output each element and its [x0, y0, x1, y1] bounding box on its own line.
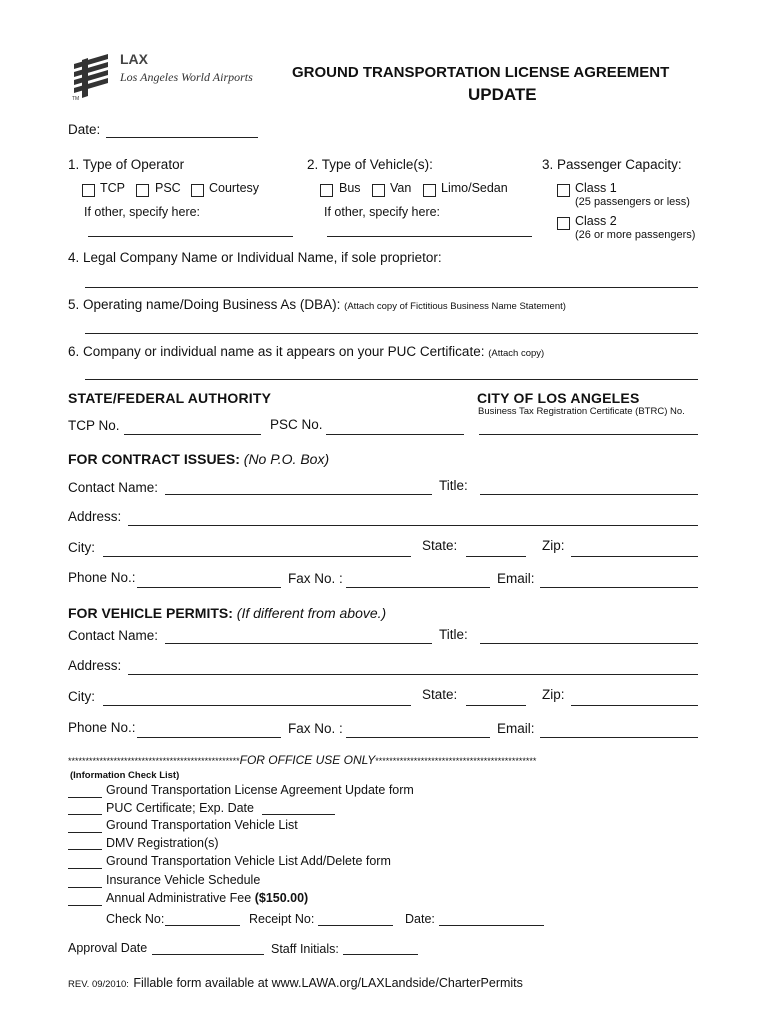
class1-label: Class 1: [575, 181, 617, 195]
permits-fax-label: Fax No. :: [288, 721, 343, 736]
q5-note: (Attach copy of Fictitious Business Name Statement): [344, 301, 566, 312]
checklist-blank[interactable]: [68, 832, 102, 833]
class2-label: Class 2: [575, 214, 617, 228]
checklist-blank[interactable]: [68, 849, 102, 850]
checklist-item: DMV Registration(s): [106, 836, 219, 850]
permits-phone-label: Phone No.:: [68, 720, 136, 735]
logo-brand: LAX: [120, 51, 148, 67]
lax-logo: [70, 48, 260, 108]
operator-other-label: If other, specify here:: [84, 205, 201, 219]
footer-text: Fillable form available at www.LAWA.org/LAXLandside/CharterPermits: [133, 976, 523, 990]
puc-name-field[interactable]: [85, 379, 698, 380]
footer: [68, 974, 523, 992]
office-stars-left: *************************************************: [68, 756, 240, 766]
contract-contact-field[interactable]: [165, 494, 432, 495]
permits-contact-label: Contact Name:: [68, 628, 159, 643]
check-no-field[interactable]: [165, 925, 240, 926]
contract-city-label: City:: [68, 540, 95, 555]
contract-title-field[interactable]: [480, 494, 698, 495]
puc-exp-date-field[interactable]: [262, 814, 335, 815]
city-la-heading: CITY OF LOS ANGELES: [477, 390, 640, 406]
office-use-banner: [68, 753, 700, 767]
permits-heading: [68, 605, 386, 621]
state-federal-heading: STATE/FEDERAL AUTHORITY: [68, 390, 272, 406]
permits-address-field[interactable]: [128, 674, 698, 675]
checklist-blank[interactable]: [68, 868, 102, 869]
office-use-label: FOR OFFICE USE ONLY: [239, 753, 376, 767]
permits-heading-note: (If different from above.): [236, 605, 387, 621]
contract-fax-label: Fax No. :: [288, 571, 343, 586]
checkbox-class2[interactable]: [557, 217, 570, 230]
vehicle-heading: 2. Type of Vehicle(s):: [307, 157, 433, 172]
footer-rev: REV. 09/2010:: [68, 979, 129, 990]
checkbox-bus[interactable]: [320, 184, 333, 197]
checklist-item-fee: [106, 891, 308, 905]
tcp-no-field[interactable]: [124, 434, 261, 435]
option-tcp: TCP: [100, 181, 125, 195]
checklist-item: Ground Transportation Vehicle List Add/Delete form: [106, 854, 391, 868]
checklist-item: Insurance Vehicle Schedule: [106, 873, 261, 887]
legal-name-field[interactable]: [85, 287, 698, 288]
checkbox-psc[interactable]: [136, 184, 149, 197]
q4-label: 4. Legal Company Name or Individual Name, if sole proprietor:: [68, 250, 442, 265]
permits-phone-field[interactable]: [137, 737, 281, 738]
contract-email-label: Email:: [497, 571, 535, 586]
checklist-blank[interactable]: [68, 797, 102, 798]
class2-note: (26 or more passengers): [575, 229, 696, 241]
permits-address-label: Address:: [68, 658, 122, 673]
operator-other-field[interactable]: [88, 236, 293, 237]
q5-label: [68, 297, 566, 312]
contract-phone-field[interactable]: [137, 587, 281, 588]
checklist-item: PUC Certificate; Exp. Date: [106, 801, 254, 815]
btrc-no-field[interactable]: [479, 434, 698, 435]
option-courtesy: Courtesy: [209, 181, 260, 195]
contract-fax-field[interactable]: [346, 587, 490, 588]
contract-phone-label: Phone No.:: [68, 570, 136, 585]
permits-city-field[interactable]: [103, 705, 411, 706]
checklist-blank[interactable]: [68, 814, 102, 815]
contract-email-field[interactable]: [540, 587, 698, 588]
permits-email-field[interactable]: [540, 737, 698, 738]
contract-contact-label: Contact Name:: [68, 480, 159, 495]
contract-zip-label: Zip:: [542, 538, 565, 553]
receipt-no-field[interactable]: [318, 925, 393, 926]
permits-heading-text: FOR VEHICLE PERMITS:: [68, 605, 233, 621]
permits-state-label: State:: [422, 687, 458, 702]
contract-zip-field[interactable]: [571, 556, 698, 557]
permits-fax-field[interactable]: [346, 737, 490, 738]
permits-title-field[interactable]: [480, 643, 698, 644]
checklist-heading: (Information Check List): [70, 770, 180, 781]
checkbox-courtesy[interactable]: [191, 184, 204, 197]
form-subtitle: UPDATE: [468, 85, 537, 104]
fee-label: Annual Administrative Fee: [106, 891, 252, 905]
contract-heading-note: (No P.O. Box): [243, 451, 330, 467]
permits-contact-field[interactable]: [165, 643, 432, 644]
permits-title-label: Title:: [439, 627, 468, 642]
checklist-item: Ground Transportation Vehicle List: [106, 818, 298, 832]
checkbox-class1[interactable]: [557, 184, 570, 197]
checkbox-tcp[interactable]: [82, 184, 95, 197]
contract-state-label: State:: [422, 538, 458, 553]
check-no-label: Check No:: [106, 912, 165, 926]
tcp-no-label: TCP No.: [68, 418, 120, 433]
option-limo-sedan: Limo/Sedan: [441, 181, 508, 195]
vehicle-other-field[interactable]: [327, 236, 532, 237]
logo-tm: TM: [72, 96, 80, 102]
staff-initials-field[interactable]: [343, 954, 418, 955]
permits-state-field[interactable]: [466, 705, 526, 706]
date-field[interactable]: [106, 137, 258, 138]
approval-date-label: Approval Date: [68, 941, 148, 955]
option-bus: Bus: [339, 181, 361, 195]
q6-text: 6. Company or individual name as it appears on your PUC Certificate:: [68, 344, 485, 359]
q6-label: [68, 344, 544, 359]
option-van: Van: [390, 181, 412, 195]
vehicle-other-label: If other, specify here:: [324, 205, 441, 219]
form-title: GROUND TRANSPORTATION LICENSE AGREEMENT: [292, 64, 670, 81]
date-label: Date:: [68, 122, 101, 137]
q6-note: (Attach copy): [488, 348, 545, 359]
contract-state-field[interactable]: [466, 556, 526, 557]
contract-heading-text: FOR CONTRACT ISSUES:: [68, 451, 240, 467]
lax-logo-icon: [70, 50, 114, 102]
receipt-no-label: Receipt No:: [249, 912, 315, 926]
office-date-label: Date:: [405, 912, 435, 926]
fee-amount: ($150.00): [254, 891, 309, 905]
contract-title-label: Title:: [439, 478, 468, 493]
checkbox-van[interactable]: [372, 184, 385, 197]
checkbox-limo-sedan[interactable]: [423, 184, 436, 197]
option-psc: PSC: [155, 181, 181, 195]
psc-no-label: PSC No.: [270, 417, 323, 432]
btrc-label: Business Tax Registration Certificate (BTRC) No.: [478, 406, 685, 417]
checklist-blank[interactable]: [68, 887, 102, 888]
contract-city-field[interactable]: [103, 556, 411, 557]
staff-initials-label: Staff Initials:: [271, 942, 339, 956]
capacity-heading: 3. Passenger Capacity:: [542, 157, 682, 172]
q5-text: 5. Operating name/Doing Business As (DBA):: [68, 297, 341, 312]
permits-zip-field[interactable]: [571, 705, 698, 706]
checklist-blank[interactable]: [68, 905, 102, 906]
permits-zip-label: Zip:: [542, 687, 565, 702]
contract-address-field[interactable]: [128, 525, 698, 526]
contract-heading: [68, 451, 329, 467]
approval-date-field[interactable]: [152, 954, 264, 955]
permits-city-label: City:: [68, 689, 95, 704]
psc-no-field[interactable]: [326, 434, 464, 435]
checklist-item: Ground Transportation License Agreement Update form: [106, 783, 414, 797]
contract-address-label: Address:: [68, 509, 122, 524]
logo-subtitle: Los Angeles World Airports: [120, 70, 253, 84]
class1-note: (25 passengers or less): [575, 196, 690, 208]
dba-field[interactable]: [85, 333, 698, 334]
permits-email-label: Email:: [497, 721, 535, 736]
operator-heading: 1. Type of Operator: [68, 157, 185, 172]
office-date-field[interactable]: [439, 925, 544, 926]
office-stars-right: **********************************************: [375, 756, 537, 766]
